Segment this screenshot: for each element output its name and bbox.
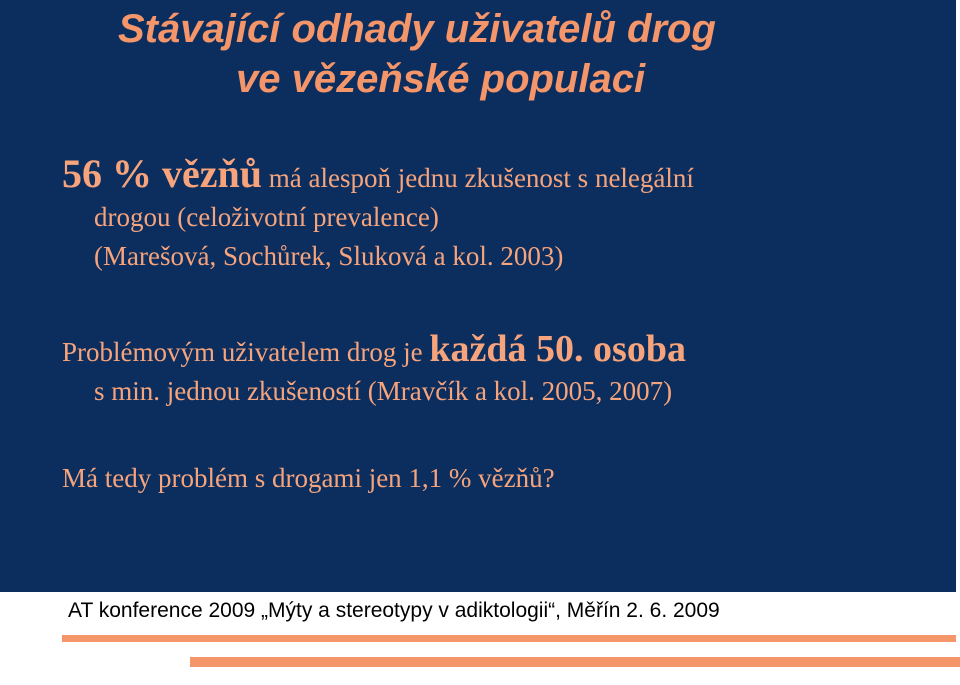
question-text: Má tedy problém s drogami jen 1,1 % vězňů? [62, 463, 555, 493]
paragraph-question [62, 459, 942, 498]
footer-divider-upper [62, 635, 956, 642]
paragraph-prevalence-line-1 [62, 151, 942, 198]
prevalence-highlight: 56 % vězňů [62, 151, 262, 196]
paragraph-prevalence-line-2: drogou (celoživotní prevalence) [94, 202, 439, 232]
paragraph-problem-users-citation: s min. jednou zkušeností (Mravčík a kol. 2005, 2007) [94, 376, 673, 406]
paragraph-prevalence-citation: (Marešová, Sochůrek, Sluková a kol. 2003) [94, 241, 564, 271]
paragraph-prevalence [62, 151, 942, 276]
footer-text: AT konference 2009 „Mýty a stereotypy v adiktologii“, Měřín 2. 6. 2009 [68, 599, 720, 622]
paragraph-problem-users [62, 330, 942, 411]
title-line-1: Stávající odhady uživatelů drog [118, 7, 716, 51]
prevalence-line-1-rest: má alespoň jednu zkušenost s nelegální [262, 163, 694, 193]
problem-users-highlight: každá 50. osoba [429, 328, 686, 370]
footer-divider-lower [190, 657, 960, 667]
paragraph-problem-users-line-1 [62, 330, 942, 372]
problem-users-lead: Problémovým uživatelem drog je [62, 337, 430, 367]
slide-title [118, 4, 918, 104]
title-line-2: ve vězeňské populaci [236, 57, 646, 101]
slide-footer [0, 592, 960, 685]
